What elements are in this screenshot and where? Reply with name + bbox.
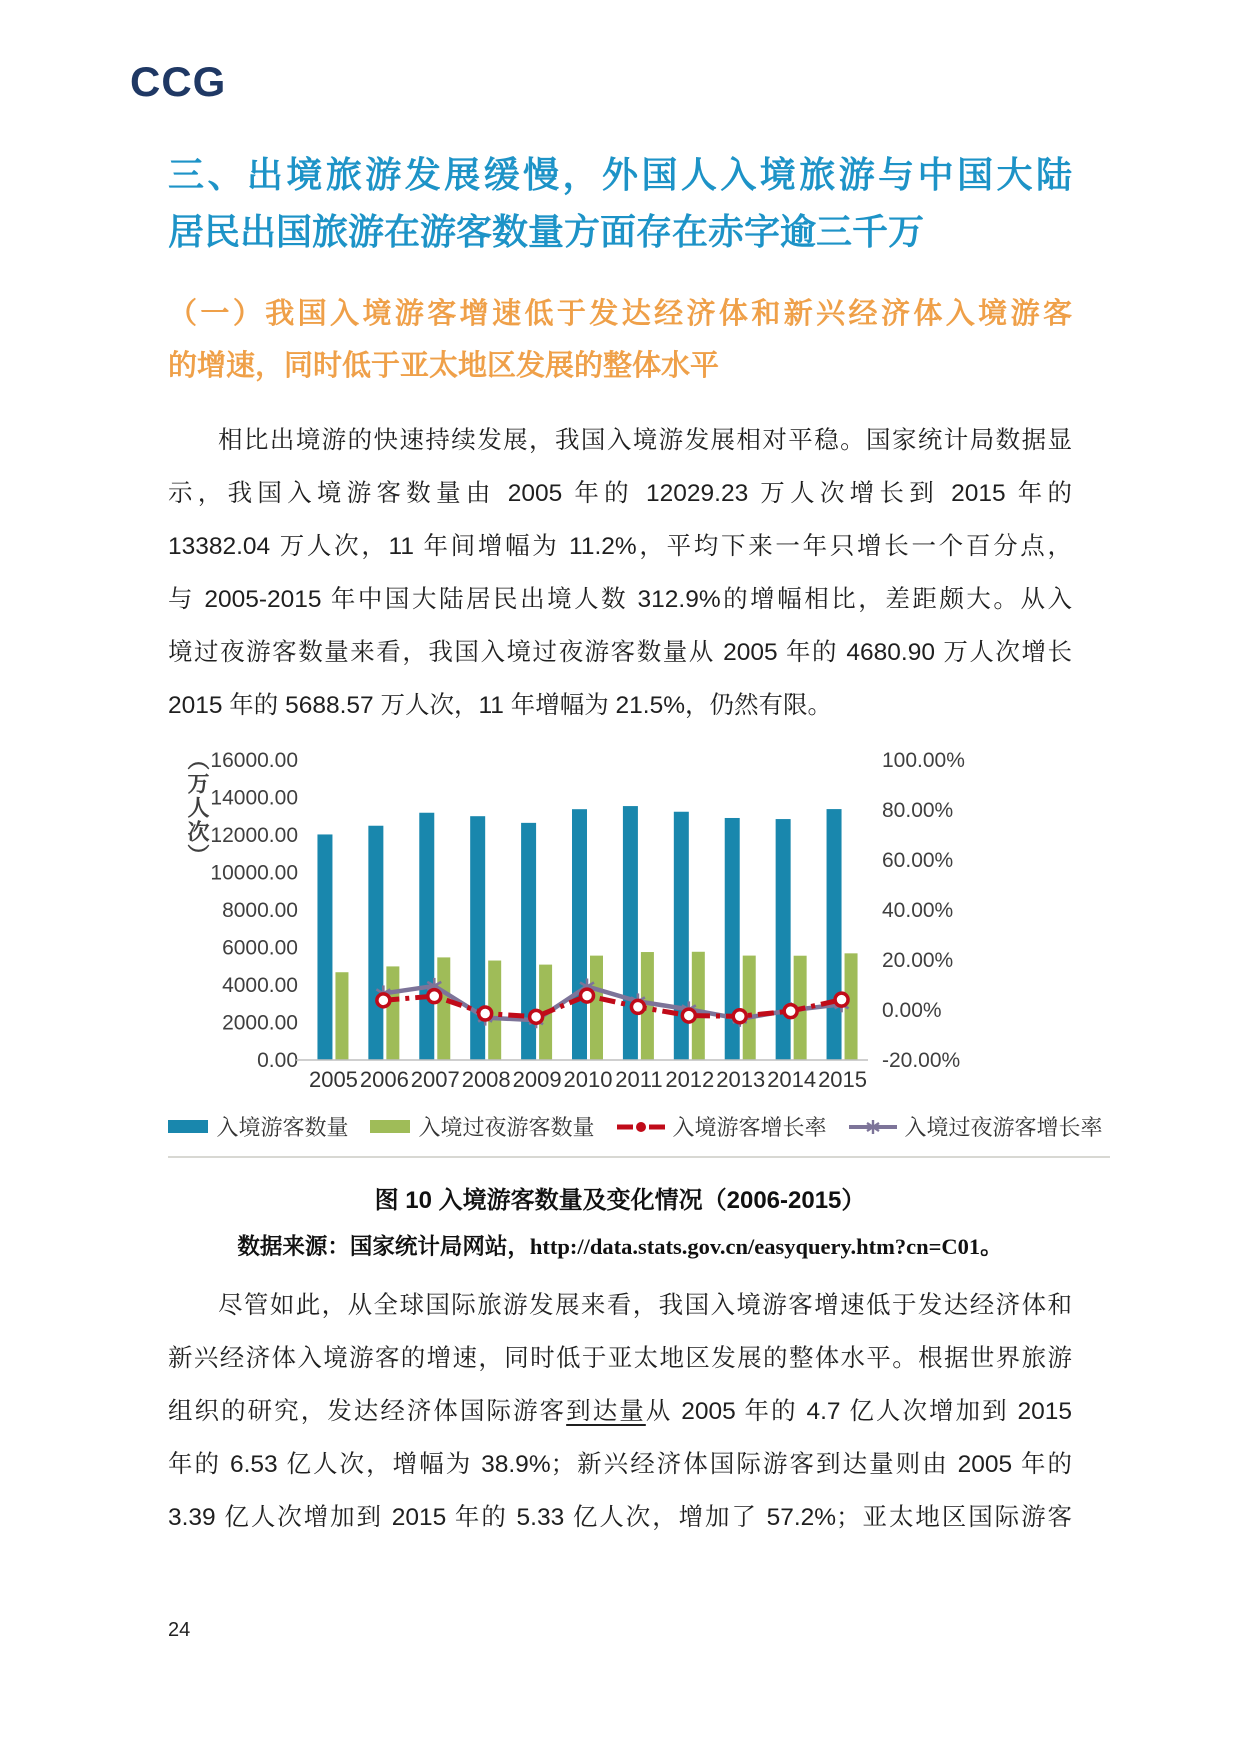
chart-bar-入境过夜游客数量 [437,957,450,1060]
x-axis-year-label: 2008 [461,1067,511,1092]
sub-heading-line2: 的增速，同时低于亚太地区发展的整体水平 [168,350,720,382]
paragraph-1-line: 与 2005-2015 年中国大陆居民出境人数 312.9%的增幅相比，差距颇大。从入 [168,586,1072,613]
paragraph-2-line: 新兴经济体入境游客的增速，同时低于亚太地区发展的整体水平。根据世界旅游 [168,1345,1072,1372]
figure-divider-line [168,1156,1110,1158]
legend-label: 入境过夜游客数量 [418,1115,595,1140]
paragraph-1-line: 示，我国入境游客数量由 2005 年的 12029.23 万人次增长到 2015 年的 [168,480,1072,507]
paragraph-2-line3-post: 从 2005 年的 4.7 亿人次增加到 2015 [645,1398,1073,1425]
sub-heading [168,288,1072,392]
right-axis-tick-label: 60.00% [882,849,954,872]
paragraph-1 [168,414,1072,732]
chart-bar-入境游客数量 [827,809,842,1060]
left-axis-tick-label: 12000.00 [210,824,298,847]
left-axis-tick-label: 10000.00 [210,861,298,885]
paragraph-1-line: 相比出境游的快速持续发展，我国入境游发展相对平稳。国家统计局数据显 [218,427,1072,454]
legend-item [849,1111,1103,1142]
paragraph-2-line: 年的 6.53 亿人次，增幅为 38.9%；新兴经济体国际游客到达量则由 2005 年的 [168,1451,1072,1478]
x-axis-year-label: 2007 [410,1067,460,1092]
legend-bar-swatch [370,1120,410,1133]
section-heading-line2: 居民出国旅游在游客数量方面存在赤字逾三千万 [168,211,925,252]
right-axis-tick-label: 40.00% [882,899,954,922]
x-axis-year-label: 2012 [665,1067,715,1092]
line-marker-circle [631,1000,644,1013]
paragraph-2 [168,1279,1072,1544]
line-marker-circle [581,989,594,1002]
chart-y-axis-title: （万人次） [185,748,210,868]
chart-bar-入境游客数量 [317,834,332,1060]
page-number: 24 [168,1619,191,1641]
line-marker-circle [530,1010,543,1023]
right-axis-tick-label: 80.00% [882,799,954,822]
paragraph-2-line: 3.39 亿人次增加到 2015 年的 5.33 亿人次，增加了 57.2%；亚太地区国际游客 [168,1504,1072,1531]
left-axis-tick-label: 4000.00 [222,974,298,997]
right-axis-tick-label: -20.00% [882,1049,961,1072]
left-axis-tick-label: 0.00 [257,1049,298,1072]
paragraph-1-line: 境过夜游客数量来看，我国入境过夜游客数量从 2005 年的 4680.90 万人次增长 [168,639,1072,666]
chart-bar-入境过夜游客数量 [335,972,348,1060]
figure-source [0,1229,1240,1261]
section-heading [168,146,1072,260]
line-marker-circle [682,1009,695,1022]
left-axis-tick-label: 6000.00 [222,936,298,960]
combo-chart-svg [168,740,1103,1102]
sub-heading-line1: （一）我国入境游客增速低于发达经济体和新兴经济体入境游客 [168,298,1072,330]
legend-label: 入境游客增长率 [672,1115,827,1140]
paragraph-2-line3-pre: 组织的研究，发达经济体国际游客 [168,1398,567,1425]
x-axis-year-label: 2006 [359,1067,409,1092]
figure-10-chart [168,740,1103,1142]
chart-bar-入境游客数量 [419,813,434,1060]
right-axis-tick-label: 100.00% [882,749,965,772]
line-marker-circle [733,1010,746,1023]
x-axis-year-label: 2015 [818,1067,868,1092]
chart-bar-入境过夜游客数量 [743,956,756,1060]
legend-bar-swatch [168,1120,208,1133]
legend-line-swatch [617,1119,665,1135]
paragraph-1-line: 2015 年的 5688.57 万人次，11 年增幅为 21.5%，仍然有限。 [168,692,832,719]
line-marker-circle [835,993,848,1006]
source-label: 数据来源：国家统计局网站， [237,1234,530,1259]
chart-bar-入境游客数量 [776,819,791,1060]
paragraph-2-line: 尽管如此，从全球国际旅游发展来看，我国入境游客增速低于发达经济体和 [218,1292,1072,1319]
left-axis-tick-label: 2000.00 [222,1011,298,1035]
right-axis-tick-label: 0.00% [882,999,942,1022]
paragraph-2-line3-underlined: 到达量 [566,1398,646,1425]
chart-bar-入境游客数量 [572,809,587,1060]
x-axis-year-label: 2010 [563,1067,613,1092]
line-marker-circle [377,994,390,1007]
legend-label: 入境游客数量 [216,1115,349,1140]
chart-bar-入境游客数量 [623,806,638,1060]
x-axis-year-label: 2014 [767,1067,817,1092]
left-axis-tick-label: 16000.00 [210,749,298,772]
legend-item [168,1111,348,1142]
line-marker-circle [784,1005,797,1018]
chart-bar-入境游客数量 [470,816,485,1060]
right-axis-tick-label: 20.00% [882,949,954,972]
source-url: http://data.stats.gov.cn/easyquery.htm?cn=C01。 [529,1234,1003,1259]
line-marker-circle [428,990,441,1003]
chart-bar-入境游客数量 [368,826,383,1060]
line-marker-circle [479,1007,492,1020]
paragraph-1-line: 13382.04 万人次，11 年间增幅为 11.2%，平均下来一年只增长一个百分点， [168,533,1072,560]
legend-item [370,1111,594,1142]
left-axis-tick-label: 8000.00 [222,899,298,922]
legend-label: 入境过夜游客增长率 [904,1115,1103,1140]
paragraph-2-line [168,1385,1072,1438]
chart-plot-area [168,740,1103,1107]
legend-line-swatch [849,1119,897,1135]
chart-bar-入境过夜游客数量 [590,956,603,1060]
x-axis-year-label: 2005 [308,1067,358,1092]
figure-caption: 图 10 入境游客数量及变化情况（2006-2015） [374,1187,866,1214]
x-axis-year-label: 2009 [512,1067,562,1092]
left-axis-tick-label: 14000.00 [210,786,298,810]
chart-legend [168,1111,1103,1142]
chart-bar-入境过夜游客数量 [386,966,399,1060]
ccg-logo: CCG [130,58,227,105]
section-heading-line1: 三、出境旅游发展缓慢，外国人入境旅游与中国大陆 [168,154,1072,195]
legend-item [617,1111,827,1142]
x-axis-year-label: 2013 [716,1067,766,1092]
x-axis-year-label: 2011 [615,1067,663,1092]
